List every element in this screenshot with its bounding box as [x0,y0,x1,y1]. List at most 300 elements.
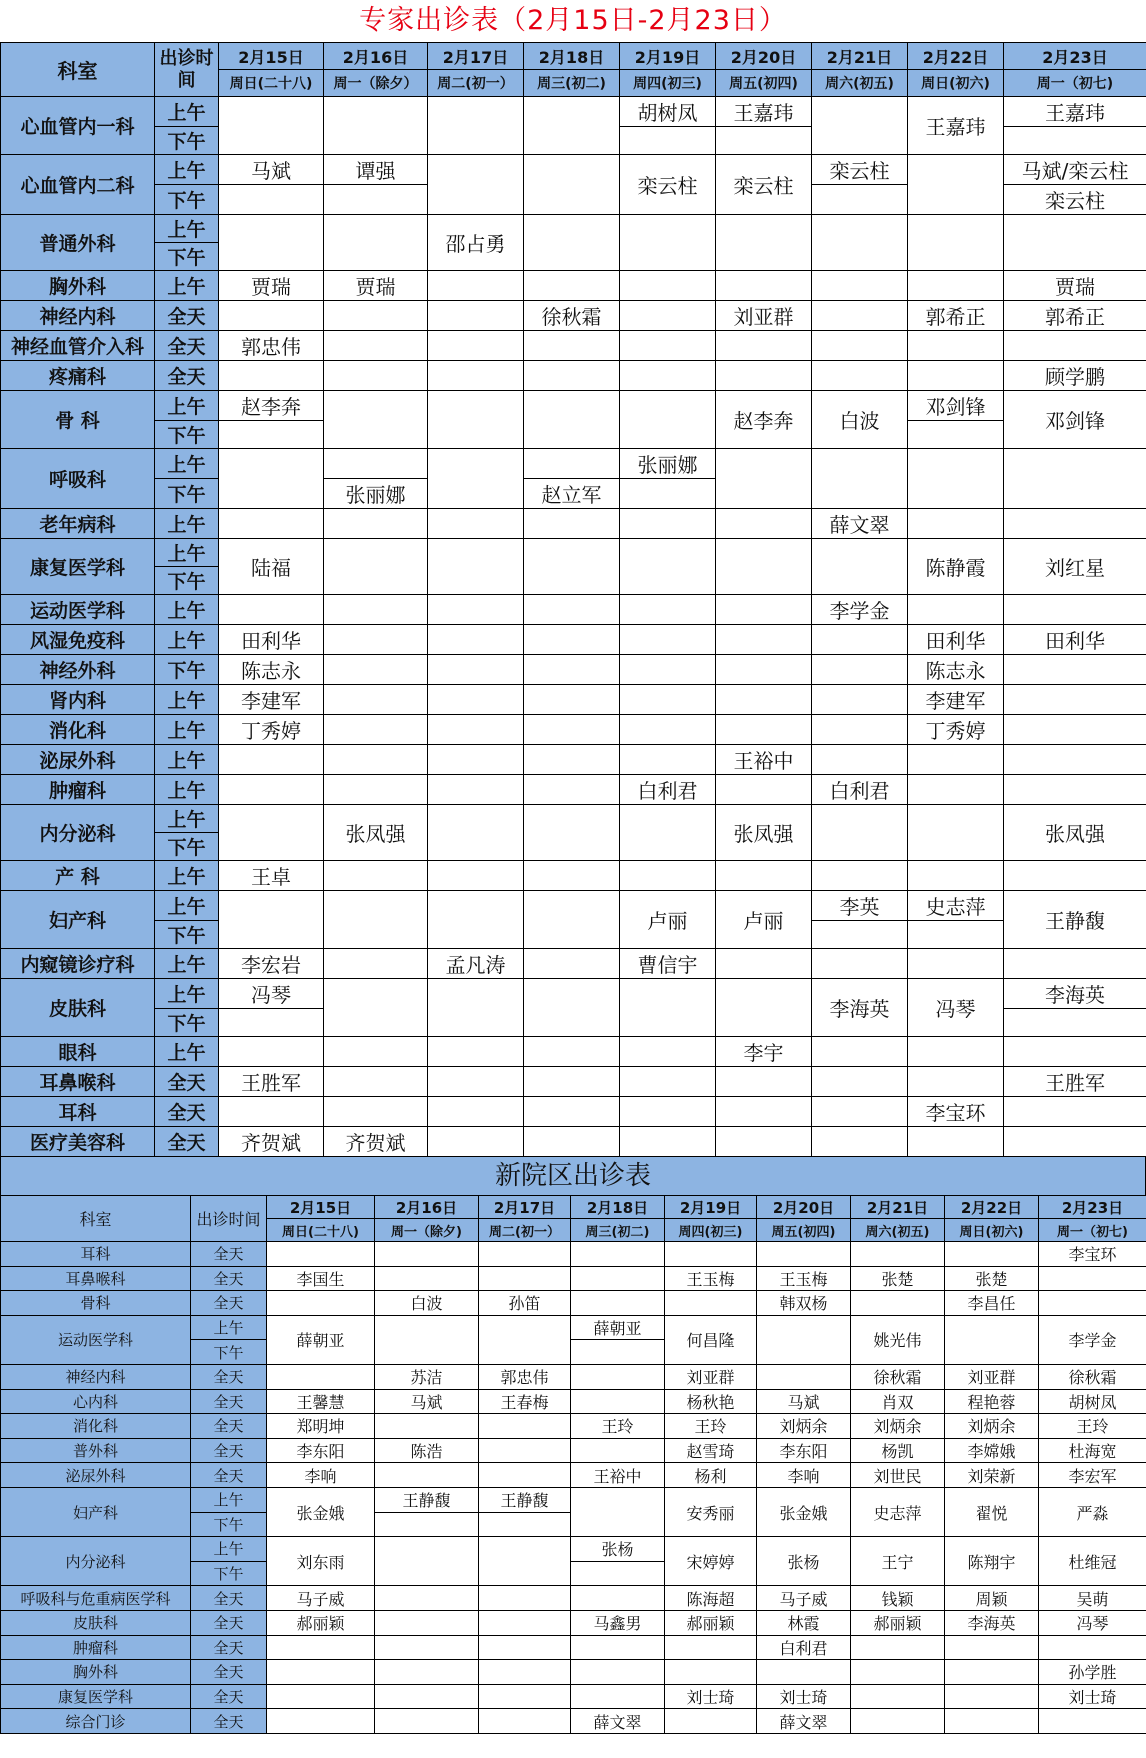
table-row [1,271,1146,301]
time-slot: 全天 [191,1266,267,1291]
doctor-cell [620,479,716,509]
header-date: 2月15日 [219,43,324,70]
doctor-cell [851,1242,945,1267]
header-weekday: 周三(初二) [571,1219,665,1242]
time-slot: 全天 [191,1660,267,1685]
time-slot: 上午 [155,539,219,567]
doctor-cell: 王春梅 [479,1389,571,1414]
table-row [1,1364,1146,1389]
doctor-cell [620,685,716,715]
table-row [1,1127,1146,1157]
doctor-cell [524,215,620,271]
doctor-cell [908,361,1004,391]
doctor-cell: 徐秋霜 [1039,1364,1146,1389]
doctor-cell [219,509,324,539]
time-slot: 上午 [155,271,219,301]
doctor-cell: 孟凡涛 [428,949,524,979]
doctor-cell [908,861,1004,891]
doctor-cell: 齐贺斌 [219,1127,324,1157]
doctor-cell [324,509,428,539]
doctor-cell [908,805,1004,861]
doctor-cell [851,1684,945,1709]
doctor-cell [375,1635,479,1660]
table-row [1,1610,1146,1635]
doctor-cell [219,301,324,331]
doctor-cell: 李宝环 [908,1097,1004,1127]
doctor-cell [620,745,716,775]
doctor-cell: 何昌隆 [665,1315,757,1364]
header-dept: 科室 [1,1196,191,1242]
doctor-cell [851,1635,945,1660]
doctor-cell: 杨凯 [851,1438,945,1463]
doctor-cell [479,1610,571,1635]
time-slot: 上午 [155,715,219,745]
doctor-cell [524,979,620,1037]
dept-name: 眼科 [1,1037,155,1067]
doctor-cell: 栾云柱 [620,155,716,215]
doctor-cell [324,185,428,215]
doctor-cell: 李海英 [1004,979,1146,1009]
doctor-cell [324,301,428,331]
doctor-cell [812,805,908,861]
doctor-cell [1004,509,1146,539]
doctor-cell [479,1463,571,1488]
doctor-cell [716,1067,812,1097]
doctor-cell [479,1438,571,1463]
doctor-cell [524,391,620,449]
doctor-cell [267,1709,375,1734]
doctor-cell: 张杨 [571,1537,665,1562]
doctor-cell: 林霞 [757,1610,851,1635]
doctor-cell [665,1635,757,1660]
doctor-cell: 王嘉玮 [908,97,1004,155]
doctor-cell [219,595,324,625]
header-weekday: 周二(初一） [479,1219,571,1242]
doctor-cell [620,715,716,745]
table-row [1,1586,1146,1611]
header-weekday: 周六(初五) [851,1219,945,1242]
doctor-cell: 陈浩 [375,1438,479,1463]
doctor-cell: 栾云柱 [716,155,812,215]
doctor-cell [908,421,1004,449]
doctor-cell [267,1660,375,1685]
dept-name: 骨 科 [1,391,155,449]
doctor-cell [812,539,908,595]
doctor-cell [428,685,524,715]
doctor-cell [812,861,908,891]
doctor-cell [620,271,716,301]
dept-name: 耳科 [1,1242,191,1267]
doctor-cell: 王馨慧 [267,1389,375,1414]
doctor-cell: 赵雪琦 [665,1438,757,1463]
table-row [1,1037,1146,1067]
doctor-cell [375,1266,479,1291]
doctor-cell [1004,745,1146,775]
doctor-cell [716,715,812,745]
header-time: 出诊时间 [155,43,219,97]
doctor-cell [324,1037,428,1067]
doctor-cell [716,595,812,625]
doctor-cell: 陈翔宇 [945,1537,1039,1586]
doctor-cell: 谭强 [324,155,428,185]
dept-name: 神经外科 [1,655,155,685]
doctor-cell [665,1291,757,1316]
doctor-cell [812,685,908,715]
time-slot: 全天 [155,1097,219,1127]
table-row [1,1709,1146,1734]
table-row [1,1291,1146,1316]
doctor-cell [571,1242,665,1267]
dept-name: 骨科 [1,1291,191,1316]
dept-name: 皮肤科 [1,1610,191,1635]
doctor-cell: 杜海宽 [1039,1438,1146,1463]
doctor-cell: 李学金 [812,595,908,625]
doctor-cell [908,775,1004,805]
doctor-cell [219,185,324,215]
table-row [1,1414,1146,1439]
header-date: 2月18日 [524,43,620,70]
doctor-cell [757,1660,851,1685]
doctor-cell [428,271,524,301]
doctor-cell [428,1037,524,1067]
doctor-cell: 马子威 [757,1586,851,1611]
doctor-cell [524,949,620,979]
time-slot: 全天 [155,301,219,331]
doctor-cell [267,1291,375,1316]
doctor-cell [324,979,428,1037]
doctor-cell [665,1242,757,1267]
doctor-cell: 姚光伟 [851,1315,945,1364]
doctor-cell: 卢丽 [716,891,812,949]
doctor-cell [908,271,1004,301]
time-slot: 全天 [191,1438,267,1463]
doctor-cell: 陆福 [219,539,324,595]
table-row [1,1660,1146,1685]
dept-name: 神经内科 [1,1364,191,1389]
time-slot: 全天 [191,1389,267,1414]
doctor-cell: 钱颖 [851,1586,945,1611]
doctor-cell [1004,949,1146,979]
doctor-cell: 王静馥 [479,1487,571,1512]
table-row [1,1266,1146,1291]
doctor-cell [428,1127,524,1157]
table-row [1,1684,1146,1709]
doctor-cell [620,1037,716,1067]
table-row [1,805,1146,833]
doctor-cell [571,1389,665,1414]
doctor-cell [428,1067,524,1097]
doctor-cell [812,1037,908,1067]
doctor-cell: 冯琴 [1039,1610,1146,1635]
doctor-cell [428,509,524,539]
doctor-cell [428,331,524,361]
doctor-cell [324,449,428,479]
doctor-cell [479,1537,571,1586]
doctor-cell: 邵占勇 [428,215,524,271]
doctor-cell [571,1660,665,1685]
doctor-cell [716,271,812,301]
doctor-cell [324,655,428,685]
doctor-cell: 刘荣新 [945,1463,1039,1488]
doctor-cell [428,805,524,861]
doctor-cell [324,775,428,805]
time-slot: 上午 [155,97,219,127]
doctor-cell: 刘炳余 [757,1414,851,1439]
doctor-cell [571,1364,665,1389]
doctor-cell [812,1067,908,1097]
doctor-cell: 李宇 [716,1037,812,1067]
doctor-cell: 张凤强 [324,805,428,861]
doctor-cell [571,1340,665,1365]
doctor-cell: 吴萌 [1039,1586,1146,1611]
doctor-cell [757,1315,851,1364]
doctor-cell [428,449,524,509]
doctor-cell: 韩双杨 [757,1291,851,1316]
doctor-cell: 邓剑锋 [1004,391,1146,449]
doctor-cell: 胡树凤 [1039,1389,1146,1414]
doctor-cell: 栾云柱 [1004,185,1146,215]
doctor-cell [324,891,428,949]
doctor-cell: 王嘉玮 [716,97,812,127]
time-slot: 全天 [191,1242,267,1267]
dept-name: 内分泌科 [1,805,155,861]
dept-name: 耳科 [1,1097,155,1127]
doctor-cell [757,1242,851,1267]
doctor-cell [524,1037,620,1067]
doctor-cell [812,271,908,301]
time-slot: 全天 [155,361,219,391]
doctor-cell [524,891,620,949]
table-row [1,715,1146,745]
doctor-cell: 赵立军 [524,479,620,509]
doctor-cell [812,331,908,361]
doctor-cell: 刘炳余 [851,1414,945,1439]
doctor-cell: 王卓 [219,861,324,891]
doctor-cell: 张金娥 [267,1487,375,1536]
dept-name: 消化科 [1,1414,191,1439]
doctor-cell [620,1127,716,1157]
doctor-cell [1039,1709,1146,1734]
dept-name: 普通外科 [1,215,155,271]
doctor-cell: 薛朝亚 [571,1315,665,1340]
doctor-cell: 马斌 [375,1389,479,1414]
doctor-cell: 孙笛 [479,1291,571,1316]
doctor-cell [1004,1097,1146,1127]
doctor-cell: 陈志永 [908,655,1004,685]
doctor-cell [524,715,620,745]
doctor-cell [428,891,524,949]
doctor-cell [428,979,524,1037]
doctor-cell: 王胜军 [1004,1067,1146,1097]
doctor-cell: 刘士琦 [757,1684,851,1709]
doctor-cell [716,539,812,595]
doctor-cell: 刘亚群 [716,301,812,331]
doctor-cell [908,595,1004,625]
doctor-cell [219,891,324,949]
dept-name: 康复医学科 [1,539,155,595]
doctor-cell [375,1242,479,1267]
header-time: 出诊时间 [191,1196,267,1242]
header-date: 2月21日 [851,1196,945,1219]
time-slot: 全天 [191,1414,267,1439]
table-row [1,891,1146,921]
doctor-cell [479,1414,571,1439]
doctor-cell [428,97,524,155]
doctor-cell [324,391,428,449]
doctor-cell: 齐贺斌 [324,1127,428,1157]
doctor-cell [524,1097,620,1127]
doctor-cell [324,715,428,745]
doctor-cell [375,1660,479,1685]
doctor-cell: 贾瑞 [324,271,428,301]
doctor-cell [908,331,1004,361]
doctor-cell [716,685,812,715]
doctor-cell: 张杨 [757,1537,851,1586]
doctor-cell: 李东阳 [267,1438,375,1463]
dept-name: 运动医学科 [1,1315,191,1364]
header-date: 2月20日 [757,1196,851,1219]
doctor-cell: 郭忠伟 [219,331,324,361]
doctor-cell: 安秀丽 [665,1487,757,1536]
doctor-cell [428,715,524,745]
doctor-cell [812,301,908,331]
time-slot: 下午 [155,921,219,949]
time-slot: 下午 [191,1561,267,1586]
doctor-cell [219,775,324,805]
table-row [1,449,1146,479]
header-date: 2月20日 [716,43,812,70]
dept-name: 肾内科 [1,685,155,715]
doctor-cell: 丁秀婷 [908,715,1004,745]
doctor-cell: 杨秋艳 [665,1389,757,1414]
time-slot: 上午 [191,1315,267,1340]
header-weekday: 周日(二十八) [219,70,324,97]
header-weekday: 周一（初七) [1004,70,1146,97]
doctor-cell [620,979,716,1037]
doctor-cell: 王玉梅 [757,1266,851,1291]
doctor-cell: 程艳蓉 [945,1389,1039,1414]
doctor-cell: 薛文翠 [757,1709,851,1734]
dept-name: 皮肤科 [1,979,155,1037]
doctor-cell: 白利君 [757,1635,851,1660]
doctor-cell [524,331,620,361]
time-slot: 下午 [155,185,219,215]
doctor-cell: 王裕中 [571,1463,665,1488]
doctor-cell: 郝丽颖 [267,1610,375,1635]
doctor-cell: 田利华 [908,625,1004,655]
doctor-cell: 陈海超 [665,1586,757,1611]
time-slot: 上午 [155,775,219,805]
doctor-cell [1004,861,1146,891]
dept-name: 运动医学科 [1,595,155,625]
table-row [1,949,1146,979]
doctor-cell [620,861,716,891]
doctor-cell: 李响 [757,1463,851,1488]
doctor-cell [524,271,620,301]
doctor-cell [620,215,716,271]
dept-name: 综合门诊 [1,1709,191,1734]
doctor-cell [324,685,428,715]
doctor-cell: 赵李奔 [716,391,812,449]
doctor-cell [908,1067,1004,1097]
header-weekday: 周一（初七) [1039,1219,1146,1242]
doctor-cell [219,745,324,775]
doctor-cell [375,1610,479,1635]
new-campus-schedule-table [0,1195,1146,1734]
header-weekday: 周日(二十八) [267,1219,375,1242]
doctor-cell [1004,685,1146,715]
doctor-cell [571,1291,665,1316]
doctor-cell: 张金娥 [757,1487,851,1536]
table-row [1,685,1146,715]
doctor-cell: 张凤强 [716,805,812,861]
doctor-cell [945,1660,1039,1685]
time-slot: 上午 [155,1037,219,1067]
doctor-cell [945,1242,1039,1267]
doctor-cell [375,1684,479,1709]
doctor-cell [524,361,620,391]
doctor-cell: 李昌任 [945,1291,1039,1316]
doctor-cell: 刘炳余 [945,1414,1039,1439]
doctor-cell [908,155,1004,215]
doctor-cell [324,1097,428,1127]
dept-name: 耳鼻喉科 [1,1067,155,1097]
doctor-cell [479,1315,571,1364]
time-slot: 下午 [155,479,219,509]
doctor-cell: 刘士琦 [665,1684,757,1709]
doctor-cell [908,449,1004,509]
doctor-cell [524,625,620,655]
doctor-cell [324,595,428,625]
doctor-cell: 李嫦娥 [945,1438,1039,1463]
table-row [1,745,1146,775]
table-row [1,1537,1146,1562]
header-weekday: 周五(初四) [716,70,812,97]
doctor-cell: 王宁 [851,1537,945,1586]
doctor-cell [524,775,620,805]
doctor-cell [479,1266,571,1291]
doctor-cell [479,1684,571,1709]
doctor-cell [757,1364,851,1389]
doctor-cell [908,949,1004,979]
dept-name: 老年病科 [1,509,155,539]
time-slot: 上午 [155,861,219,891]
doctor-cell [812,1097,908,1127]
time-slot: 下午 [155,1009,219,1037]
table-row [1,361,1146,391]
doctor-cell [219,215,324,271]
dept-name: 心血管内二科 [1,155,155,215]
doctor-cell [1004,331,1146,361]
doctor-cell [324,625,428,655]
time-slot: 全天 [191,1586,267,1611]
doctor-cell [428,595,524,625]
doctor-cell [267,1635,375,1660]
doctor-cell: 苏洁 [375,1364,479,1389]
doctor-cell [375,1315,479,1364]
header-weekday: 周一（除夕） [324,70,428,97]
doctor-cell: 陈静霞 [908,539,1004,595]
doctor-cell: 刘红星 [1004,539,1146,595]
doctor-cell: 顾学鹏 [1004,361,1146,391]
doctor-cell [428,1097,524,1127]
doctor-cell [851,1660,945,1685]
doctor-cell [375,1414,479,1439]
dept-name: 泌尿外科 [1,1463,191,1488]
doctor-cell: 李学金 [1039,1315,1146,1364]
header-date: 2月19日 [665,1196,757,1219]
table-row [1,1438,1146,1463]
